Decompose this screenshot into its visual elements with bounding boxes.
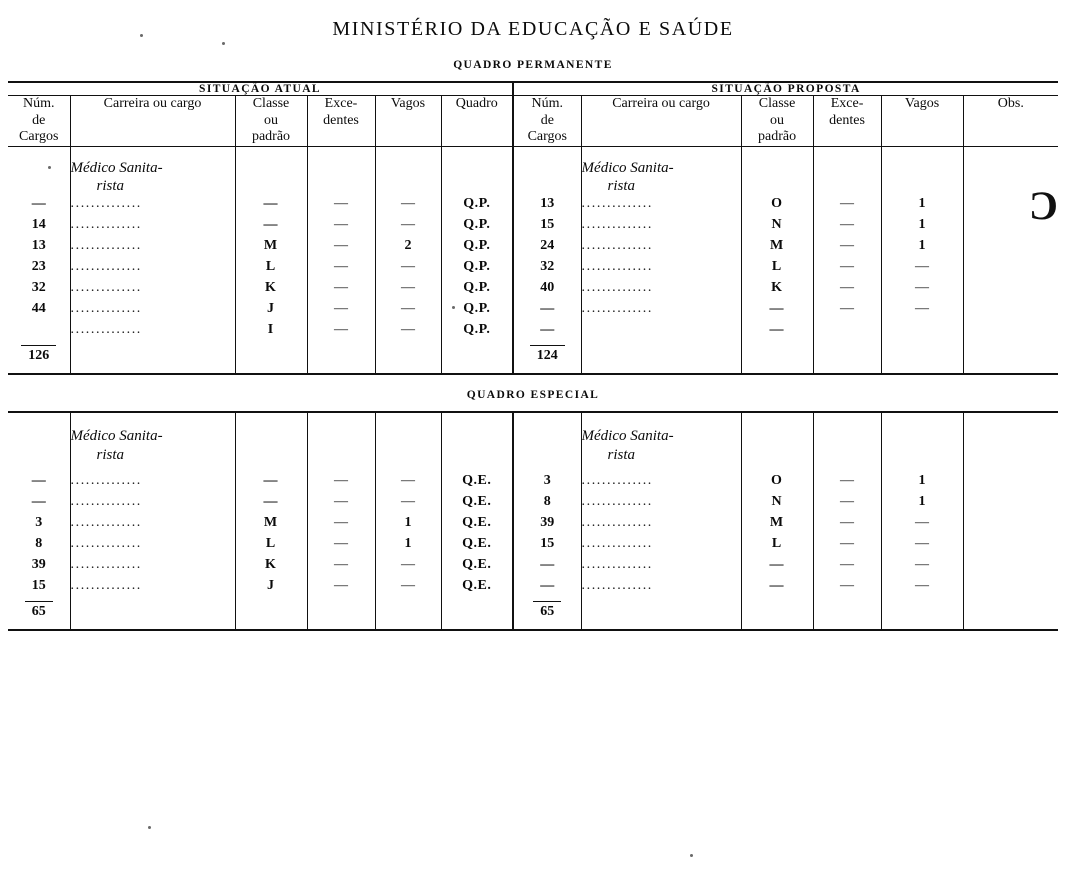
cell-classe: — [235, 196, 307, 217]
spacer-cell [307, 412, 375, 473]
spacer-cell [441, 146, 513, 196]
cell-excedentes: — [307, 322, 375, 343]
cell-vagos: 2 [375, 238, 441, 259]
cell-carreira: .............. [70, 259, 235, 280]
cell-classe: K [235, 280, 307, 301]
spacer-cell [307, 343, 375, 374]
spacer-cell [741, 343, 813, 374]
cell-excedentes: — [813, 280, 881, 301]
cell-excedentes: — [813, 196, 881, 217]
total-atual-cell [8, 599, 70, 630]
cell-vagos: — [375, 322, 441, 343]
cell-quadro: Q.P. [441, 259, 513, 280]
col-vagos-proposta: Vagos [881, 96, 963, 147]
section-label-permanente: QUADRO PERMANENTE [453, 59, 613, 71]
spacer-cell [8, 412, 70, 473]
document-page [0, 18, 1066, 892]
spacer-cell [441, 599, 513, 630]
cell-excedentes: — [813, 494, 881, 515]
cell-num: 32 [8, 280, 70, 301]
cell-num: 13 [8, 238, 70, 259]
col-quadro-atual: Quadro [441, 96, 513, 147]
cell-vagos: 1 [881, 217, 963, 238]
cell-vagos: — [881, 536, 963, 557]
cell-num: 8 [8, 536, 70, 557]
cell-vagos: — [375, 578, 441, 599]
cell-classe: L [235, 536, 307, 557]
cell-quadro: Q.P. [441, 238, 513, 259]
cargo-label-atual: Médico Sanita- rista [70, 146, 235, 196]
cell-carreira: .............. [70, 196, 235, 217]
cell-vagos: 1 [375, 536, 441, 557]
cell-classe: N [741, 217, 813, 238]
spacer-cell [881, 146, 963, 196]
cell-classe: M [235, 515, 307, 536]
cell-classe: — [741, 578, 813, 599]
cell-vagos: — [375, 259, 441, 280]
group-header-atual: SITUAÇÃO ATUAL [8, 82, 513, 96]
cell-classe: I [235, 322, 307, 343]
table-row [8, 515, 1058, 536]
cell-obs [963, 557, 1058, 578]
cell-carreira: .............. [70, 473, 235, 494]
col-excedentes-atual: Exce- dentes [307, 96, 375, 147]
spacer-cell [881, 343, 963, 374]
cell-vagos: — [375, 557, 441, 578]
cell-excedentes: — [813, 557, 881, 578]
spacer-cell [581, 599, 741, 630]
table-total-row [8, 343, 1058, 374]
cell-excedentes: — [307, 301, 375, 322]
cell-vagos: 1 [881, 494, 963, 515]
cell-quadro: Q.E. [441, 557, 513, 578]
cell-vagos [881, 322, 963, 343]
table-row [8, 536, 1058, 557]
col-vagos-atual: Vagos [375, 96, 441, 147]
cell-quadro: Q.E. [441, 515, 513, 536]
spacer-cell [581, 343, 741, 374]
cell-classe: — [235, 473, 307, 494]
cell-classe: O [741, 473, 813, 494]
cell-vagos: — [375, 217, 441, 238]
cell-obs [963, 259, 1058, 280]
scan-speck [48, 166, 51, 169]
cell-obs [963, 322, 1058, 343]
cell-num: 3 [513, 473, 581, 494]
cell-classe: L [741, 259, 813, 280]
cell-classe: N [741, 494, 813, 515]
cell-carreira: .............. [581, 301, 741, 322]
cell-carreira: .............. [581, 536, 741, 557]
table-quadro-permanente-wrap [8, 81, 1058, 375]
spacer-cell [813, 146, 881, 196]
cell-carreira: .............. [581, 515, 741, 536]
spacer-cell [813, 599, 881, 630]
cell-num: — [8, 196, 70, 217]
cell-vagos: — [375, 473, 441, 494]
cell-classe: J [235, 578, 307, 599]
spacer-cell [375, 146, 441, 196]
cell-excedentes: — [813, 515, 881, 536]
cell-quadro: Q.E. [441, 578, 513, 599]
spacer-cell [881, 412, 963, 473]
section-label-especial: QUADRO ESPECIAL [466, 389, 600, 402]
cell-classe: — [741, 322, 813, 343]
cell-num [8, 322, 70, 343]
cell-carreira: .............. [70, 494, 235, 515]
cell-classe: L [741, 536, 813, 557]
spacer-cell [513, 412, 581, 473]
cell-obs [963, 280, 1058, 301]
cell-vagos: 1 [375, 515, 441, 536]
spacer-cell [235, 146, 307, 196]
spacer-cell [513, 146, 581, 196]
cell-num: — [8, 494, 70, 515]
cell-carreira: .............. [70, 515, 235, 536]
scan-speck [452, 306, 455, 309]
cell-quadro: Q.P. [441, 196, 513, 217]
spacer-cell [741, 146, 813, 196]
cell-num: — [513, 557, 581, 578]
cell-classe: K [741, 280, 813, 301]
cell-num: 3 [8, 515, 70, 536]
group-header-row [8, 82, 1058, 96]
cell-excedentes: — [307, 515, 375, 536]
cell-carreira: .............. [70, 322, 235, 343]
spacer-cell [963, 343, 1058, 374]
cell-num: 8 [513, 494, 581, 515]
table-row [8, 557, 1058, 578]
table-row [8, 578, 1058, 599]
spacer-cell [307, 599, 375, 630]
table-row [8, 280, 1058, 301]
table-row [8, 322, 1058, 343]
cell-carreira: .............. [70, 301, 235, 322]
cell-carreira: .............. [70, 238, 235, 259]
cell-classe: L [235, 259, 307, 280]
cell-excedentes: — [307, 578, 375, 599]
cell-vagos: — [881, 557, 963, 578]
page-title: MINISTÉRIO DA EDUCAÇÃO E SAÚDE [332, 18, 734, 40]
table-row [8, 301, 1058, 322]
cell-carreira: .............. [581, 578, 741, 599]
spacer-cell [8, 146, 70, 196]
col-classe-proposta: Classe ou padrão [741, 96, 813, 147]
scan-speck [140, 34, 143, 37]
cell-obs [963, 536, 1058, 557]
table-quadro-especial-wrap [8, 411, 1058, 631]
total-proposta: 124 [530, 345, 565, 364]
cell-num: 39 [513, 515, 581, 536]
col-num-cargos-proposta: Núm. de Cargos [513, 96, 581, 147]
spacer-cell [375, 599, 441, 630]
total-proposta-cell [513, 343, 581, 374]
table-row [8, 196, 1058, 217]
cell-obs [963, 473, 1058, 494]
spacer-cell [375, 412, 441, 473]
total-atual-cell [8, 343, 70, 374]
cell-num: — [513, 301, 581, 322]
spacer-cell [70, 343, 235, 374]
cell-vagos: 1 [881, 196, 963, 217]
spacer-cell [813, 343, 881, 374]
table-row [8, 217, 1058, 238]
spacer-cell [963, 412, 1058, 473]
spacer-cell [741, 599, 813, 630]
cell-quadro: Q.P. [441, 280, 513, 301]
cell-vagos: — [375, 301, 441, 322]
cell-num: 32 [513, 259, 581, 280]
cell-carreira: .............. [70, 557, 235, 578]
cell-vagos: — [881, 578, 963, 599]
cell-quadro: Q.E. [441, 473, 513, 494]
col-excedentes-proposta: Exce- dentes [813, 96, 881, 147]
scan-speck [222, 42, 225, 45]
cell-vagos: — [881, 301, 963, 322]
table-quadro-especial [8, 411, 1058, 631]
cell-vagos: 1 [881, 238, 963, 259]
spacer-cell [441, 412, 513, 473]
cell-num: 15 [513, 217, 581, 238]
cell-excedentes: — [813, 301, 881, 322]
spacer-cell [881, 599, 963, 630]
cell-num: — [8, 473, 70, 494]
cell-num: 23 [8, 259, 70, 280]
col-carreira-atual: Carreira ou cargo [70, 96, 235, 147]
cell-carreira: .............. [581, 259, 741, 280]
group-header-proposta: SITUAÇÃO PROPOSTA [513, 82, 1058, 96]
cell-excedentes: — [307, 557, 375, 578]
cell-num: 40 [513, 280, 581, 301]
cell-carreira: .............. [70, 578, 235, 599]
column-header-row [8, 96, 1058, 147]
spacer-cell [235, 343, 307, 374]
table-row [8, 473, 1058, 494]
cell-excedentes: — [813, 259, 881, 280]
margin-mark: C [1029, 183, 1058, 228]
cell-classe: — [741, 301, 813, 322]
cell-num: 44 [8, 301, 70, 322]
cell-vagos: — [881, 259, 963, 280]
cell-classe: O [741, 196, 813, 217]
cargo-title-row [8, 412, 1058, 473]
cell-carreira: .............. [70, 280, 235, 301]
cell-obs [963, 301, 1058, 322]
col-classe-atual: Classe ou padrão [235, 96, 307, 147]
spacer-cell [70, 599, 235, 630]
cell-obs [963, 217, 1058, 238]
cell-excedentes: — [813, 217, 881, 238]
cell-vagos: — [881, 515, 963, 536]
col-obs-proposta: Obs. [963, 96, 1058, 147]
spacer-cell [441, 343, 513, 374]
cell-vagos: 1 [881, 473, 963, 494]
cell-classe: — [741, 557, 813, 578]
spacer-cell [963, 599, 1058, 630]
total-proposta: 65 [533, 601, 561, 620]
total-atual: 65 [25, 601, 53, 620]
scan-speck [690, 854, 693, 857]
cell-carreira: .............. [581, 217, 741, 238]
cell-excedentes: — [307, 280, 375, 301]
cargo-title-row [8, 146, 1058, 196]
cell-carreira: .............. [70, 536, 235, 557]
cell-excedentes: — [307, 473, 375, 494]
cell-excedentes: — [307, 259, 375, 280]
cell-quadro: Q.P. [441, 217, 513, 238]
cell-num: — [513, 578, 581, 599]
table-total-row [8, 599, 1058, 630]
spacer-cell [375, 343, 441, 374]
cell-num: 15 [8, 578, 70, 599]
cell-classe: M [235, 238, 307, 259]
cell-num: 13 [513, 196, 581, 217]
cell-obs [963, 494, 1058, 515]
cell-carreira: .............. [581, 557, 741, 578]
cell-carreira: .............. [581, 280, 741, 301]
cell-excedentes: — [307, 196, 375, 217]
spacer-cell [235, 599, 307, 630]
spacer-cell [307, 146, 375, 196]
cell-vagos: — [881, 280, 963, 301]
cell-obs [963, 578, 1058, 599]
cell-classe: M [741, 515, 813, 536]
col-num-cargos-atual: Núm. de Cargos [8, 96, 70, 147]
spacer-cell [235, 412, 307, 473]
cell-carreira: .............. [581, 196, 741, 217]
cell-quadro: Q.E. [441, 494, 513, 515]
cell-obs [963, 196, 1058, 217]
table-row [8, 259, 1058, 280]
scan-speck [148, 826, 151, 829]
cell-excedentes: — [813, 536, 881, 557]
cell-excedentes: — [307, 494, 375, 515]
cell-quadro: Q.P. [441, 301, 513, 322]
cell-obs [963, 515, 1058, 536]
spacer-cell [813, 412, 881, 473]
cell-obs [963, 238, 1058, 259]
cell-carreira: .............. [581, 494, 741, 515]
cell-num: 39 [8, 557, 70, 578]
cell-carreira: .............. [581, 473, 741, 494]
cell-num: 24 [513, 238, 581, 259]
cell-num: 15 [513, 536, 581, 557]
cargo-label-proposta: Médico Sanita- rista [581, 412, 741, 473]
cell-excedentes: — [813, 238, 881, 259]
cell-excedentes: — [813, 578, 881, 599]
cell-num: — [513, 322, 581, 343]
cell-classe: — [235, 494, 307, 515]
cell-quadro: Q.E. [441, 536, 513, 557]
cell-carreira [581, 322, 741, 343]
cell-vagos: — [375, 280, 441, 301]
cell-vagos: — [375, 494, 441, 515]
cell-excedentes: — [813, 473, 881, 494]
cell-carreira: .............. [70, 217, 235, 238]
col-carreira-proposta: Carreira ou cargo [581, 96, 741, 147]
cell-excedentes: — [307, 217, 375, 238]
cargo-label-atual: Médico Sanita- rista [70, 412, 235, 473]
cell-classe: J [235, 301, 307, 322]
cell-carreira: .............. [581, 238, 741, 259]
cell-excedentes: — [307, 536, 375, 557]
cargo-label-proposta: Médico Sanita- rista [581, 146, 741, 196]
cell-classe: M [741, 238, 813, 259]
cell-vagos: — [375, 196, 441, 217]
table-row [8, 494, 1058, 515]
total-atual: 126 [21, 345, 56, 364]
table-quadro-permanente [8, 81, 1058, 375]
cell-num: 14 [8, 217, 70, 238]
spacer-cell [741, 412, 813, 473]
spacer-cell [963, 146, 1058, 196]
cell-excedentes: — [307, 238, 375, 259]
cell-excedentes [813, 322, 881, 343]
cell-quadro: Q.P. [441, 322, 513, 343]
total-proposta-cell [513, 599, 581, 630]
table-row [8, 238, 1058, 259]
cell-classe: K [235, 557, 307, 578]
cell-classe: — [235, 217, 307, 238]
